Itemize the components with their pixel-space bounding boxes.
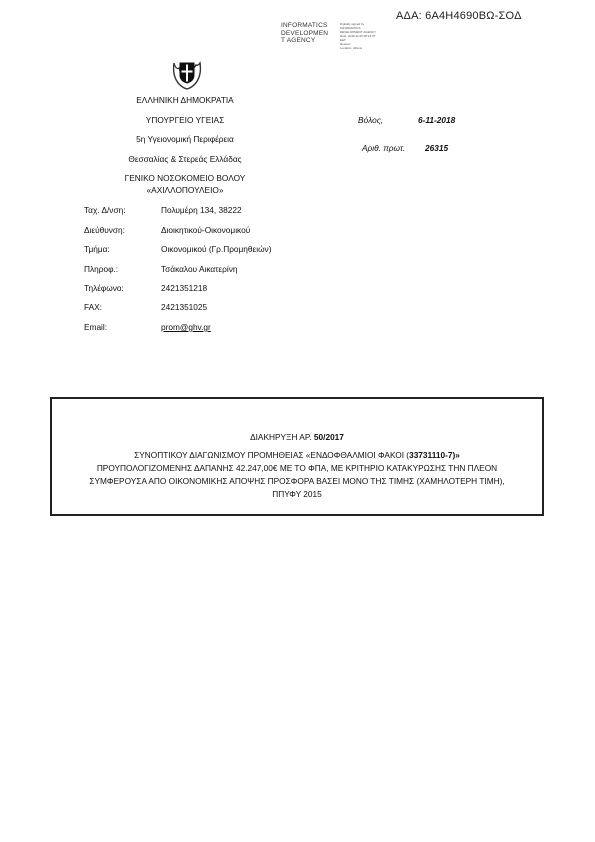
health-region-area: Θεσσαλίας & Στερεάς Ελλάδας [128, 154, 242, 164]
directorate-label: Διεύθυνση: [84, 225, 125, 235]
stamp-fine-line: DEVELOPMENT AGENCY [340, 30, 376, 34]
ministry-name: ΥΠΟΥΡΓΕΙΟ ΥΓΕΙΑΣ [145, 115, 225, 125]
notice-number: 50/2017 [313, 432, 344, 442]
notice-budget: ΠΡΟΥΠΟΛΟΓΙΖΟΜΕΝΗΣ ΔΑΠΑΝΗΣ 42.247,00€ ΜΕ ΤΟ ΦΠΑ, ΜΕ ΚΡΙΤΗΡΙΟ ΚΑΤΑΚΥΡΩΣΗΣ ΤΗΝ ΠΛΕΟΝ [96, 463, 498, 473]
department-label: Τμήμα: [84, 244, 110, 254]
email-link[interactable]: prom@ghv.gr [161, 322, 211, 332]
contact-person-value: Τσάκαλου Αικατερίνη [161, 264, 238, 274]
protocol-label: Αριθ. πρωτ. [362, 143, 406, 153]
email-label: Email: [84, 322, 108, 332]
place: Βόλος, [358, 115, 384, 125]
contact-person-label: Πληροφ.: [84, 264, 119, 274]
notice-criterion: ΣΥΜΦΕΡΟΥΣΑ ΑΠΟ ΟΙΚΟΝΟΜΙΚΗΣ ΑΠΟΨΗΣ ΠΡΟΣΦΟΡΑ ΒΑΣΕΙ ΜΟΝΟ ΤΗΣ ΤΙΜΗΣ (ΧΑΜΗΛΟΤΕΡΗ ΤΙΜΗ), [89, 476, 505, 486]
phone-label: Τηλέφωνο: [84, 283, 124, 293]
hospital-name: ΓΕΝΙΚΟ ΝΟΣΟΚΟΜΕΙΟ ΒΟΛΟΥ [124, 173, 246, 183]
ada-code: ΑΔΑ: 6Α4Η4690ΒΩ-ΣΟΔ [396, 10, 522, 22]
phone-value: 2421351218 [161, 283, 208, 293]
notice-subject-text: ΣΥΝΟΠΤΙΚΟΥ ΔΙΑΓΩΝΙΣΜΟΥ ΠΡΟΜΗΘΕΙΑΣ «ΕΝΔΟΦΘΑΛΜΙΟΙ ΦΑΚΟΙ ( [134, 450, 410, 460]
stamp-line: T AGENCY [281, 37, 316, 44]
stamp-fine-line: Location: Athens [340, 46, 363, 50]
notice-box [50, 397, 544, 516]
stamp-line: INFORMATICS [281, 22, 328, 29]
fax-value: 2421351025 [161, 302, 208, 312]
stamp-fine-print [340, 22, 400, 50]
notice-subject [52, 450, 542, 460]
notice-title-prefix: ΔΙΑΚΗΡΥΞΗ ΑΡ. [250, 432, 312, 442]
notice-program: ΠΠΥΦΥ 2015 [272, 489, 322, 499]
department-value: Οικονομικού (Γρ.Προμηθειών) [161, 244, 272, 254]
cpv-code: 33731110-7 [409, 450, 453, 460]
stamp-fine-line: EET [340, 38, 346, 42]
document-date: 6-11-2018 [418, 115, 456, 125]
protocol-number: 26315 [425, 143, 449, 153]
address-label: Ταχ. Δ/νση: [84, 205, 126, 215]
country-name: ΕΛΛΗΝΙΚΗ ΔΗΜΟΚΡΑΤΙΑ [136, 95, 234, 105]
health-region: 5η Υγειονομική Περιφέρεια [136, 134, 234, 144]
stamp-fine-line: Reason: [340, 42, 352, 46]
stamp-fine-line: INFORMATICS [340, 26, 361, 30]
stamp-fine-line: Digitally signed by [340, 22, 365, 26]
fax-label: FAX: [84, 302, 102, 312]
address-value: Πολυμέρη 134, 38222 [161, 205, 242, 215]
signature-stamp [281, 22, 337, 45]
notice-title [52, 432, 542, 442]
greek-coat-of-arms-icon [170, 58, 204, 90]
stamp-fine-line: Date: 2018.11.06 08:13:37 [340, 34, 376, 38]
stamp-line: DEVELOPMEN [281, 29, 329, 37]
directorate-value: Διοικητικού-Οικονομικού [161, 225, 251, 235]
hospital-subtitle: «ΑΧΙΛΛΟΠΟΥΛΕΙΟ» [146, 185, 224, 195]
notice-subject-end: )» [452, 450, 460, 460]
